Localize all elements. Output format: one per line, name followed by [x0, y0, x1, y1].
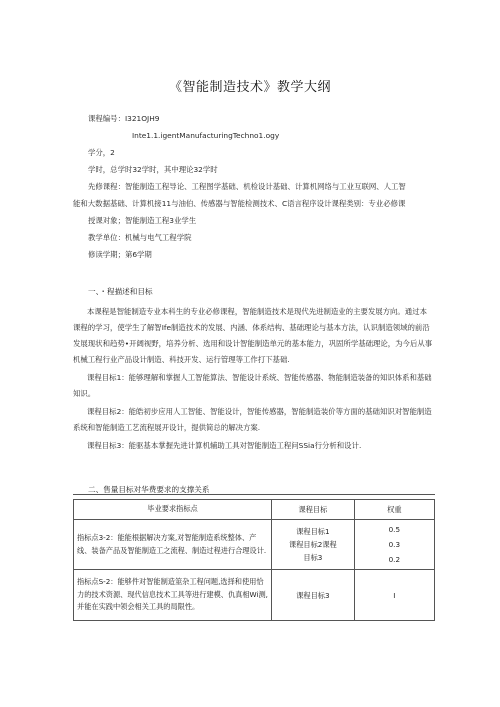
- header-requirement: 毕业要求指标点: [74, 500, 272, 520]
- weight-cell: I: [354, 570, 434, 621]
- goal-line: 课程目标2课程: [289, 540, 337, 549]
- course-goal-2: 课程目标2：能皓初步应用人工智能、智能设计，智能传感器，智能制造装价等方面的基础知识对智能制造系统和智能制造工艺流程展开设计，提供简总的解决方案.: [73, 407, 432, 432]
- table-row: [74, 520, 435, 570]
- goal-line: 目标3: [303, 553, 323, 562]
- weight-value: 0.3: [388, 540, 401, 549]
- goal-cell: 课程目标3: [272, 570, 354, 621]
- prerequisites-line-2: 能和大数据基础、计算机接11与油伯、传感器与智能检测技术、C语言程序设计课程类别：专业必修课: [73, 199, 406, 208]
- course-goal-3: 课程目标3：能驱基本掌握先进计算机辅助工具对智能制造工程问SSia行分析和设计.: [87, 441, 362, 450]
- class-hours: 学时，总学时32学时，其中理论32学时: [88, 165, 218, 174]
- goal-line: 课程目标1: [296, 527, 330, 536]
- study-term: 修读学期；第6学期: [88, 250, 152, 259]
- requirement-3-2: 指标点3-2：能能根据解决方案,对智能制造系统整体、产线、装备产品及智能制造工之流程、制造过程进行合理设计.: [74, 520, 272, 570]
- support-table: [73, 499, 435, 621]
- course-goal-1: 课程目标1：能够理解和掌握人工智能算法、智能设计系统、智能传感器、物能制造装备的知识体系和基础知识。: [73, 373, 432, 398]
- header-weight: 权重: [354, 500, 434, 520]
- header-course-goal: 课程目标: [272, 500, 354, 520]
- english-course-name: Inte1.1.igentManufacturingTechno1.ogy: [132, 131, 280, 140]
- section-2-heading: 二、售量目标对华费要求的支撑关系: [88, 485, 210, 494]
- weights-cell: [354, 520, 434, 570]
- table-top-rule: [73, 494, 435, 495]
- page-title: 《智能制造技术》教学大纲: [168, 80, 331, 95]
- requirement-5-2: 指标点S-2：能够件对智能制造筮杂工程问题,选择和使用恰力的技术资源、现代信息技术工具等进行建模、仇真相Wi测,并能在实践中领会相关工具的局限性。: [74, 570, 272, 621]
- prerequisites-line-1: 先修课程：智能制造工程导论、工程图学基础、机检设计基础、计算机网络与工业互联网、人工智: [88, 182, 406, 191]
- section-1-heading: 一、・程描述和目标: [88, 287, 153, 296]
- weight-value: 0.5: [388, 525, 401, 534]
- weight-value: 0.2: [388, 555, 401, 564]
- credits: 学分，2: [88, 148, 115, 157]
- course-description: 本课程是智能制造专业本科生的专业必修课程，智能制造技术是现代先进制造业的主要发展方向。通过本课程的学习，使学生了解智Ife制造技术的发展、内涵、体系结构、基础理论与基本方法，认识制造领域的前沿发展现状和趋势•开阔视野，培养分析、选用和设计智能制造单元的基本能力，巩固所学基础理论，为今后从事机械工程行业产品设计制造、科技开发、运行管理等工作打下基础.: [73, 307, 433, 364]
- course-code: 课程编号：I321OJH9: [88, 114, 160, 123]
- table-header-row: [74, 500, 435, 520]
- table-row: [74, 570, 435, 621]
- teaching-unit: 教学单位：机械与电气工程学院: [88, 233, 192, 242]
- goals-cell: [272, 520, 354, 570]
- target-students: 授课对象；智能制造工程3业学生: [88, 216, 197, 225]
